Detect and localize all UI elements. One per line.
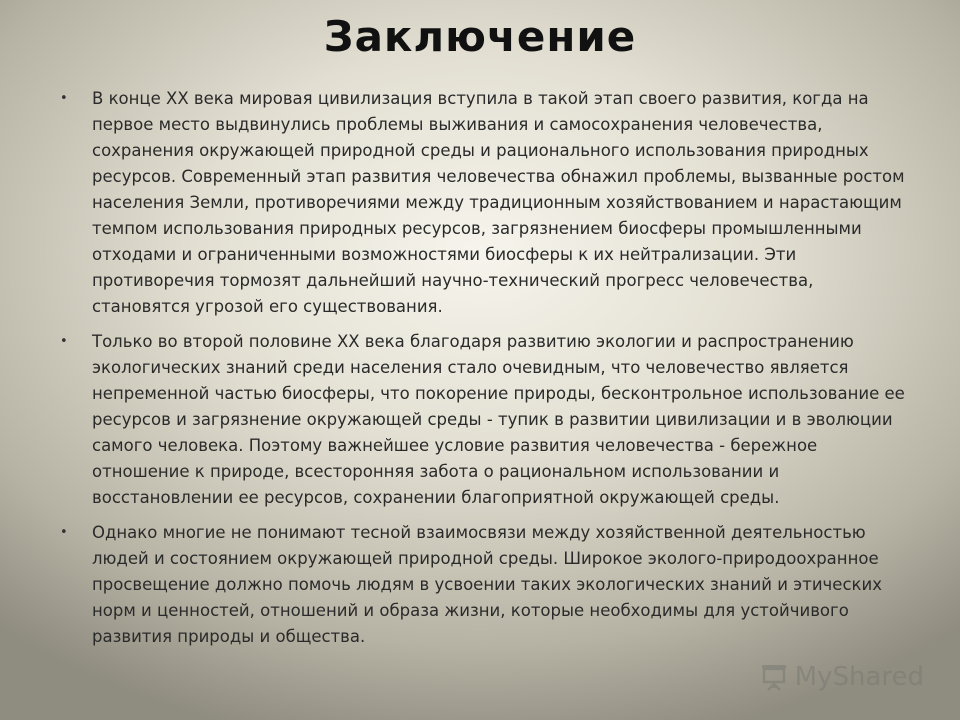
bullet-text: В конце XX века мировая цивилизация вступила в такой этап своего развития, когда на первое место выдвинулись проблемы выживания и самосохранения человечества, сохранения окружающей природной среды и рационального использования природных ресурсов. Современный этап развития человечества обнажил проблемы, вызванные ростом населения Земли, противоречиями между традиционным хозяйствованием и нарастающим темпом использования природных ресурсов, загрязнением биосферы промышленными отходами и ограниченными возможностями биосферы к их нейтрализации. Эти противоречия тормозят дальнейший научно-технический прогресс человечества, становятся угрозой его существования. (92, 89, 905, 316)
watermark-text: MyShared (794, 662, 924, 692)
bullet-list (58, 86, 910, 659)
bullet-marker: • (60, 334, 68, 349)
bullet-marker: • (60, 525, 68, 540)
bullet-marker: • (60, 91, 68, 106)
bullet-text: Однако многие не понимают тесной взаимосвязи между хозяйственной деятельностью людей и состоянием окружающей природной среды. Широкое эколого-природоохранное просвещение должно помочь людям в усвоении таких экологических знаний и этических норм и ценностей, отношений и образа жизни, которые необходимы для устойчивого развития природы и общества. (92, 523, 882, 646)
projector-screen-icon (759, 662, 789, 692)
watermark-logo (759, 662, 924, 692)
bullet-item (58, 86, 910, 320)
bullet-text: Только во второй половине XX века благодаря развитию экологии и распространению экологических знаний среди населения стало очевидным, что человечество является непременной частью биосферы, что покорение природы, бесконтрольное использование ее ресурсов и загрязнение окружающей среды - тупик в развитии цивилизации и в эволюции самого человека. Поэтому важнейшее условие развития человечества - бережное отношение к природе, всесторонняя забота о рациональном использовании и восстановлении ее ресурсов, сохранении благоприятной окружающей среды. (92, 332, 905, 507)
slide-title: Заключение (323, 12, 637, 61)
bullet-item (58, 329, 910, 511)
bullet-item (58, 520, 910, 650)
